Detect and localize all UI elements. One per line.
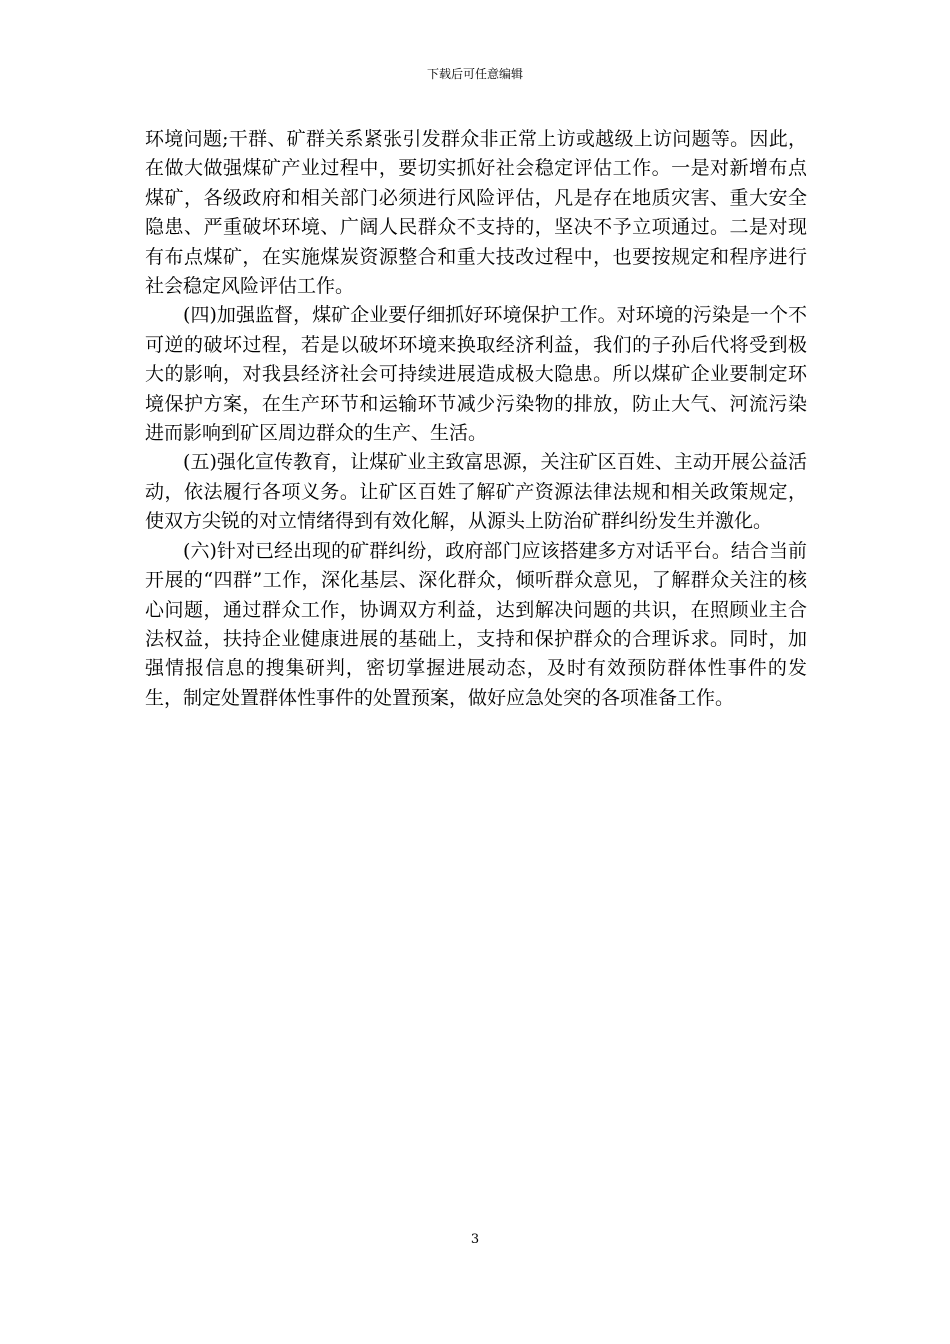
paragraph-continuation: 环境问题;干群、矿群关系紧张引发群众非正常上访或越级上访问题等。因此，在做大做强煤矿产业过程中，要切实抓好社会稳定评估工作。一是对新增布点煤矿，各级政府和相关部门必须进行风险评估，凡是存在地质灾害、重大安全隐患、严重破坏环境、广阔人民群众不支持的，坚决不予立项通过。二是对现有布点煤矿，在实施煤炭资源整合和重大技改过程中，也要按规定和程序进行社会稳定风险评估工作。 [145,128,807,298]
paragraph-section-4: (四)加强监督，煤矿企业要仔细抓好环境保护工作。对环境的污染是一个不可逆的破坏过程，若是以破坏环境来换取经济利益，我们的子孙后代将受到极大的影响，对我县经济社会可持续进展造成极大隐患。所以煤矿企业要制定环境保护方案，在生产环节和运输环节减少污染物的排放，防止大气、河流污染进而影响到矿区周边群众的生产、生活。 [145,304,807,445]
paragraph-section-5: (五)强化宣传教育，让煤矿业主致富思源，关注矿区百姓、主动开展公益活动，依法履行各项义务。让矿区百姓了解矿产资源法律法规和相关政策规定，使双方尖锐的对立情绪得到有效化解，从源头上防治矿群纠纷发生并激化。 [145,451,807,533]
document-body [145,125,807,713]
page-number: 3 [470,1232,480,1247]
paragraph-section-6: (六)针对已经出现的矿群纠纷，政府部门应该搭建多方对话平台。结合当前开展的“四群”工作，深化基层、深化群众，倾听群众意见，了解群众关注的核心问题，通过群众工作，协调双方利益，达到解决问题的共识，在照顾业主合法权益，扶持企业健康进展的基础上，支持和保护群众的合理诉求。同时，加强情报信息的搜集研判，密切掌握进展动态，及时有效预防群体性事件的发生，制定处置群体性事件的处置预案，做好应急处突的各项准备工作。 [145,539,807,709]
page-header: 下载后可任意编辑 [426,67,523,81]
